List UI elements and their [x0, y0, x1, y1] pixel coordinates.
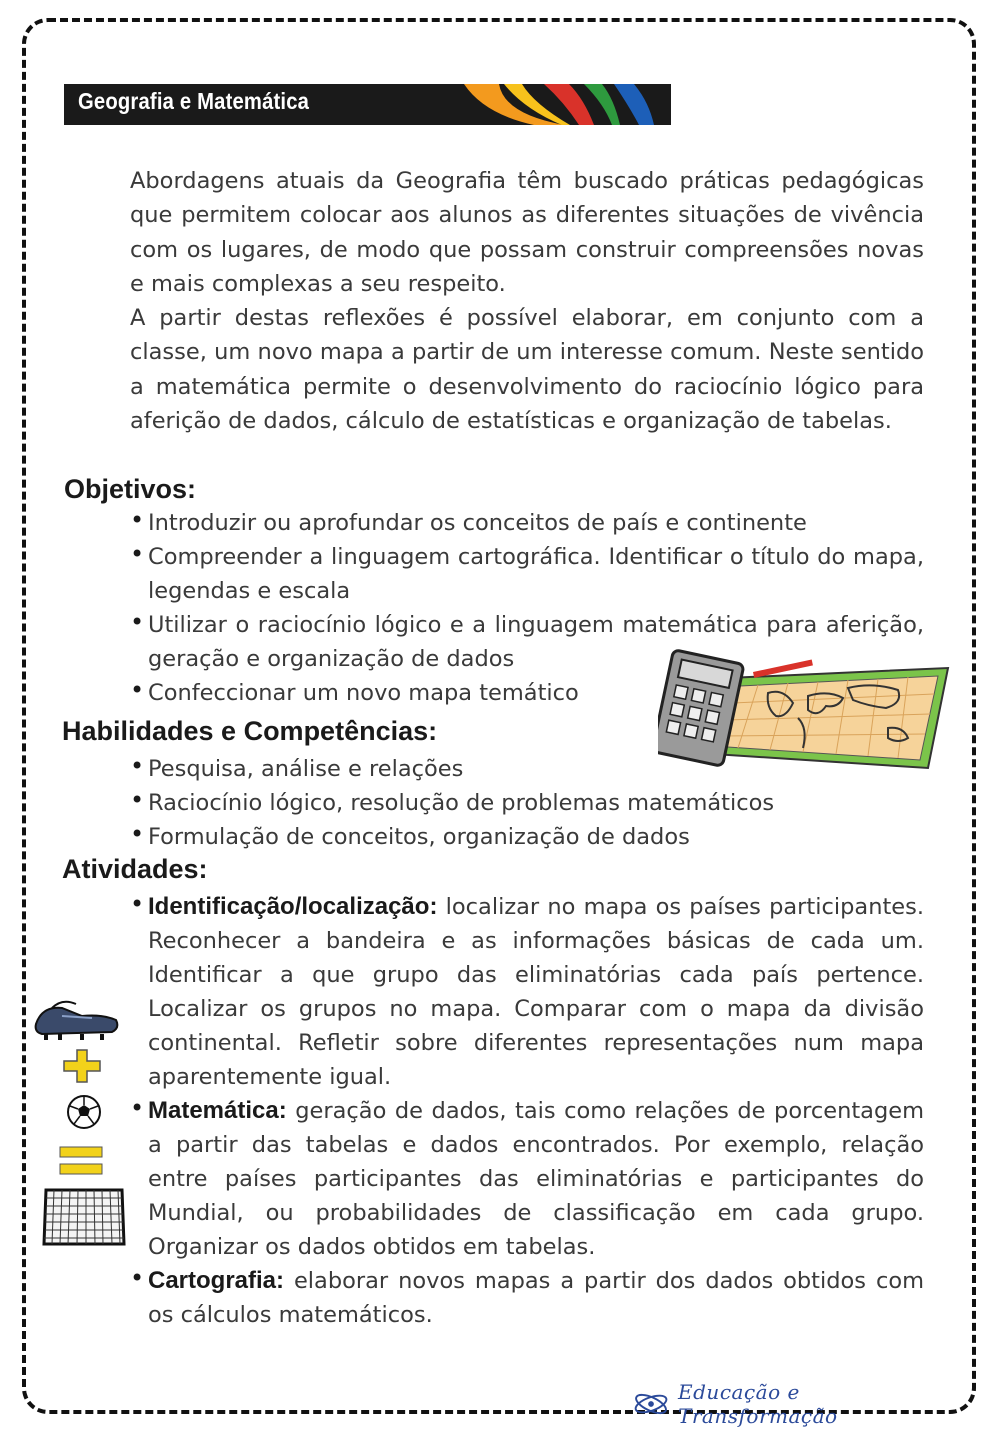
list-item: • Introduzir ou aprofundar os conceitos de país e continente [148, 506, 924, 540]
list-item: • Utilizar o raciocínio lógico e a linguagem matemática para aferição, geração e organização de dados [148, 608, 924, 676]
activity-text: geração de dados, tais como relações de porcentagem a partir das tabelas e dados encontrados. Por exemplo, relação entre países participantes das eliminatórias e participantes do Mundial, ou probabilidades de classificação em cada grupo. Organizar os dados obtidos em tabelas. [148, 1098, 924, 1260]
goal-net-icon [40, 1184, 128, 1250]
plus-icon [62, 1048, 102, 1084]
intro-text [130, 164, 924, 438]
activity-term: Matemática: [148, 1097, 287, 1124]
objetivos-heading: Objetivos: [64, 474, 197, 504]
soccer-ball-icon [66, 1094, 102, 1130]
list-item: • Formulação de conceitos, organização de dados [148, 820, 848, 854]
list-item: • Confeccionar um novo mapa temático [148, 676, 924, 710]
title-bar [64, 84, 671, 125]
activity-item [148, 890, 924, 1094]
list-item: • Pesquisa, análise e relações [148, 752, 848, 786]
watermark [632, 1380, 952, 1428]
equals-icon [58, 1144, 104, 1178]
soccer-cleats-icon [32, 994, 122, 1048]
activity-item [148, 1264, 924, 1332]
activity-text: localizar no mapa os países participantes. Reconhecer a bandeira e as informações básicas de cada um. Identificar a que grupo das eliminatórias cada país pertence. Localizar os grupos no mapa. Comparar com o mapa da divisão continental. Refletir sobre diferentes representações num mapa aparentemente igual. [148, 894, 924, 1090]
atividades-heading: Atividades: [62, 854, 208, 884]
list-item: • Compreender a linguagem cartográfica. Identificar o título do mapa, legendas e escala [148, 540, 924, 608]
habilidades-heading: Habilidades e Competências: [62, 716, 438, 746]
activity-item [148, 1094, 924, 1264]
atividades-list [148, 890, 924, 1332]
habilidades-list [148, 752, 848, 854]
page-title: Geografia e Matemática [78, 88, 310, 114]
intro-paragraph: Abordagens atuais da Geografia têm buscado práticas pedagógicas que permitem colocar aos alunos as diferentes situações de vivência com os lugares, de modo que possam construir compreensões novas e mais complexas a seu respeito. [130, 168, 924, 297]
activity-text: elaborar novos mapas a partir dos dados obtidos com os cálculos matemáticos. [148, 1268, 924, 1328]
title-stripes-art [444, 84, 671, 125]
logo-icon [632, 1389, 670, 1419]
watermark-text: Educação e Transformação [678, 1380, 838, 1428]
activity-term: Identificação/localização: [148, 893, 438, 920]
intro-paragraph: A partir destas reflexões é possível elaborar, em conjunto com a classe, um novo mapa a partir de um interesse comum. Neste sentido a matemática permite o desenvolvimento do raciocínio lógico para aferição de dados, cálculo de estatísticas e organização de tabelas. [130, 305, 924, 435]
list-item: • Raciocínio lógico, resolução de problemas matemáticos [148, 786, 848, 820]
activity-term: Cartografia: [148, 1267, 285, 1294]
